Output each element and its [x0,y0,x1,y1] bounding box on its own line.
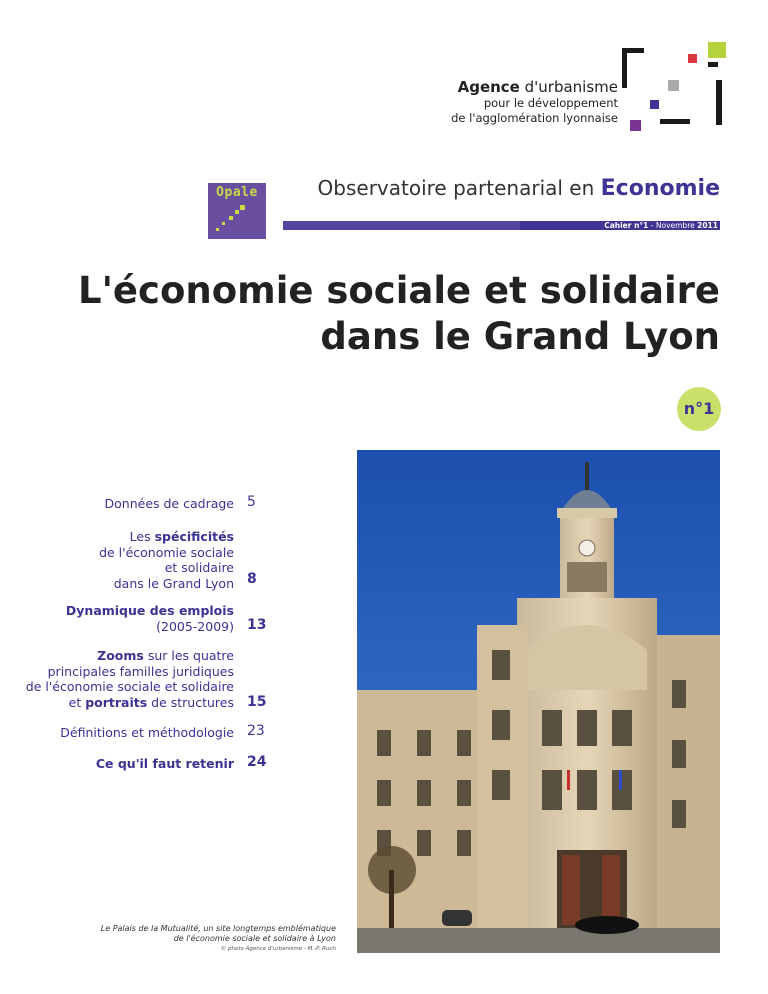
building-photo [357,450,720,953]
photo-credit: © photo Agence d'urbanisme - M.-P. Ruch [220,946,336,952]
toc-entry-6[interactable]: Ce qu'il faut retenir [95,756,234,771]
agency-line-2: pour le développement [483,96,618,110]
page-title: L'économie sociale et solidaire dans le Grand Lyon [78,269,720,358]
toc-entry-1[interactable]: Données de cadrage [104,496,234,511]
agency-logo [620,40,730,130]
toc-entry-2[interactable]: Les spécificités de l'économie sociale et solidaire dans le Grand Lyon [99,529,234,591]
photo-caption: Le Palais de la Mutualité, un site longtemps emblématique de l'économie sociale et solidaire à Lyon [100,924,336,943]
cahier-label: Cahier n°1 - Novembre 2011 [520,221,720,230]
toc-entry-4[interactable]: Zooms sur les quatre principales familles juridiques de l'économie sociale et solidaire et portraits de structures [25,648,234,710]
observatory-title: Observatoire partenarial en Economie [317,176,720,201]
agency-line-3: de l'agglomération lyonnaise [451,111,618,125]
toc-entry-3[interactable]: Dynamique des emplois (2005-2009) [65,603,234,634]
toc-page-2: 8 [247,571,257,587]
toc-page-5: 23 [247,723,265,739]
opale-logo-text: Opale [216,185,258,200]
toc-entry-5[interactable]: Définitions et méthodologie [60,725,234,740]
agency-name: Agence d'urbanisme [457,78,618,96]
toc-page-6: 24 [247,754,267,770]
toc-page-3: 13 [247,617,267,633]
toc-page-1: 5 [247,494,256,510]
issue-badge: n°1 [677,387,721,431]
toc-page-4: 15 [247,694,267,710]
